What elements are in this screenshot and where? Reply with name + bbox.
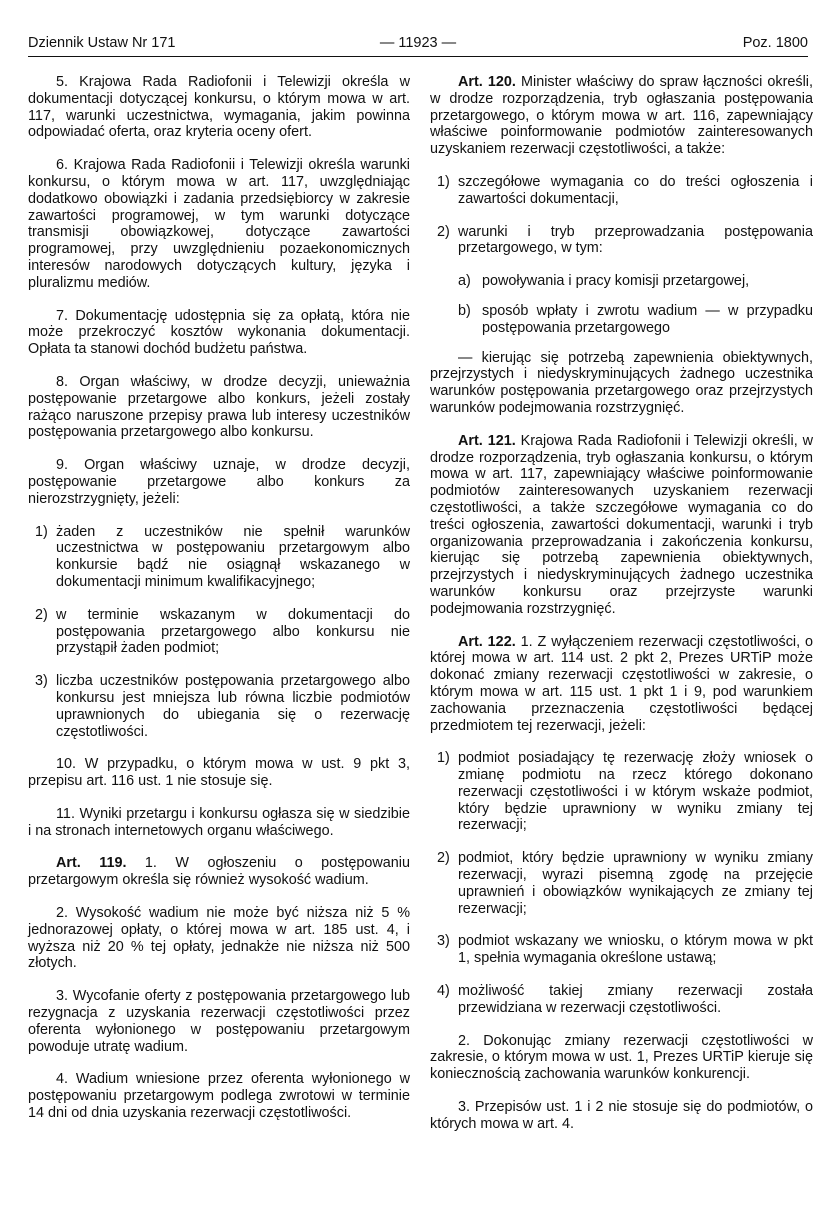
article-121-text: Krajowa Rada Radiofonii i Telewizji określi, w drodze rozporządzenia, tryb ogłaszania konkursu, o którym mowa w art. 117, zapewniający właściwe poinformowanie podmiotów zainteresowanych uzyskaniem rezerwacji częstotliwości, a także szczegółowe wymagania co do treści ogłoszenia, zawartości dokumentacji, warunki i tryb organizowania przeprowadzania i zakończenia konkursu, kierując się potrzebą zapewnienia obiektywnych, przejrzystych i niedyskryminujących żadnego uczestnika warunków konkursu oraz przejrzyste warunki podejmowania rozstrzygnięć. <box>430 432 813 617</box>
article-120-closing: — kierując się potrzebą zapewnienia obiektywnych, przejrzystych i niedyskryminujących żadnego uczestnika warunków postępowania przetargowego oraz przejrzystych warunków podejmowania rozstrzygnięć. <box>430 349 813 416</box>
article-121-label: Art. 121. <box>458 432 516 449</box>
list-item-number: 4) <box>437 983 450 1000</box>
article-122 <box>430 634 813 735</box>
article-121 <box>430 433 813 618</box>
sub-list-item <box>430 273 813 290</box>
list-item-text: możliwość takiej zmiany rezerwacji została przewidziana w rezerwacji częstotliwości. <box>458 983 813 1016</box>
list-item-text: w terminie wskazanym w dokumentacji do postępowania przetargowego albo konkursu nie przystąpił żaden podmiot; <box>56 606 410 657</box>
list-item-text: podmiot posiadający tę rezerwację złoży wniosek o zmianę podmiotu na rzecz którego dokonano rezerwacji częstotliwości i w którym wskaże podmiot, który będzie uprawniony w wyniku zmiany tej rezerwacji; <box>458 750 813 834</box>
paragraph-9: 9. Organ właściwy uznaje, w drodze decyzji, postępowanie przetargowe albo konkurs za nierozstrzygnięty, jeżeli: <box>28 457 410 507</box>
list-item-text: warunki i tryb przeprowadzania postępowania przetargowego, w tym: <box>458 223 813 257</box>
list-item <box>430 224 813 258</box>
paragraph-10: 10. W przypadku, o którym mowa w ust. 9 pkt 3, przepisu art. 116 ust. 1 nie stosuje się. <box>28 756 410 790</box>
list-item-text: liczba uczestników postępowania przetargowego albo konkursu jest mniejsza lub równa liczbie podmiotów uprawnionych do ubiegania się o rezerwację częstotliwości. <box>56 673 410 740</box>
article-120-label: Art. 120. <box>458 74 516 90</box>
list-item-number: 1) <box>437 750 450 767</box>
list-item-text: podmiot, który będzie uprawniony w wyniku zmiany rezerwacji, wyrazi pisemną zgodę na przejęcie uprawnień i obowiązków wynikających ze zmiany tej rezerwacji; <box>458 850 813 917</box>
list-item-number: 2) <box>437 223 450 240</box>
article-122-text: 1. Z wyłączeniem rezerwacji częstotliwości, o której mowa w art. 114 ust. 2 pkt 2, Prezes URTiP może dokonać zmiany rezerwacji częstotliwości w zakresie, o którym mowa w art. 115 ust. 1 pkt 1 i 9, pod warunkiem zachowania przeznaczenia częstotliwości będącej przedmiotem tej rezerwacji, jeżeli: <box>430 633 813 734</box>
list-item-number: 2) <box>437 850 450 867</box>
position-number: Poz. 1800 <box>742 35 808 51</box>
sub-list-item-text: powoływania i pracy komisji przetargowej, <box>482 273 750 290</box>
article-119-paragraph-3: 3. Wycofanie oferty z postępowania przetargowego lub rezygnacja z uzyskania rezerwacji częstotliwości przez oferenta wyłonionego w postępowaniu przetargowym powoduje utratę wadium. <box>28 988 410 1055</box>
page-header <box>28 34 808 58</box>
list-item <box>430 174 813 208</box>
list-item <box>28 607 410 657</box>
list-item-number: 1) <box>437 173 450 190</box>
article-119-paragraph-4: 4. Wadium wniesione przez oferenta wyłonionego w postępowaniu przetargowym podlega zwrotowi w terminie 14 dni od dnia uzyskania rezerwacji częstotliwości. <box>28 1071 410 1122</box>
list-item-number: 2) <box>35 606 48 623</box>
journal-title: Dziennik Ustaw Nr 171 <box>28 35 176 51</box>
article-119 <box>28 855 410 889</box>
article-119-text: 1. W ogłoszeniu o postępowaniu przetargowym określa się również wysokość wadium. <box>28 855 410 889</box>
list-item <box>430 850 813 917</box>
list-item-number: 3) <box>35 673 48 690</box>
paragraph-8: 8. Organ właściwy, w drodze decyzji, unieważnia postępowanie przetargowe albo konkurs, jeżeli zostały rażąco naruszone przepisy prawa lub interesy uczestników postępowania przetargowego albo konkursu. <box>28 373 410 441</box>
sub-list-item-letter: b) <box>458 302 471 319</box>
list-item <box>430 983 813 1017</box>
list-item <box>430 750 813 834</box>
article-122-label: Art. 122. <box>458 633 516 650</box>
list-item <box>28 673 410 740</box>
left-column <box>28 74 410 1138</box>
article-120 <box>430 74 813 158</box>
list-item-number: 1) <box>35 523 48 540</box>
sub-list-item-text: sposób wpłaty i zwrotu wadium — w przypadku postępowania przetargowego <box>482 302 813 336</box>
sub-list-item <box>430 303 813 337</box>
list-item-text: podmiot wskazany we wniosku, o którym mowa w pkt 1, spełnia wymagania określone ustawą; <box>458 933 813 967</box>
list-item <box>28 524 410 591</box>
page-number: — 11923 — <box>379 35 457 51</box>
sub-list-item-letter: a) <box>458 273 471 290</box>
article-122-paragraph-2: 2. Dokonując zmiany rezerwacji częstotliwości w zakresie, o którym mowa w ust. 1, Prezes URTiP kieruje się koniecznością zachowania warunków konkurencji. <box>430 1032 813 1083</box>
paragraph-7: 7. Dokumentację udostępnia się za opłatą, która nie może przekroczyć kosztów wykonania dokumentacji. Opłata ta stanowi dochód budżetu państwa. <box>28 307 410 358</box>
header-divider <box>28 56 808 57</box>
article-119-paragraph-2: 2. Wysokość wadium nie może być niższa niż 5 % jednorazowej opłaty, o której mowa w art. 185 ust. 4, i wyższa niż 20 % tej opłaty, jednakże nie niższa niż 500 złotych. <box>28 905 410 972</box>
list-item-text: żaden z uczestników nie spełnił warunków uczestnictwa w postępowaniu przetargowym albo konkursie bądź nie osiągnął wskazanego w dokumentacji minimum kwalifikacyjnego; <box>56 523 410 590</box>
paragraph-11: 11. Wyniki przetargu i konkursu ogłasza się w siedzibie i na stronach internetowych organu właściwego. <box>28 805 410 839</box>
list-item-text: szczegółowe wymagania co do treści ogłoszenia i zawartości dokumentacji, <box>458 173 813 207</box>
list-item <box>430 933 813 967</box>
paragraph-6: 6. Krajowa Rada Radiofonii i Telewizji określa warunki konkursu, o którym mowa w art. 117, uwzględniając dodatkowo obowiązki i zadania przedsiębiorcy w zakresie zawartości programowej, w tym warunki dotyczące transmisji obowiązkowej, dotyczące zawartości programowej, przy uwzględnieniu pozaekonomicznych interesów narodowych dotyczących kultury, języka i pluralizmu mediów. <box>28 157 410 291</box>
right-column <box>430 74 813 1149</box>
list-item-number: 3) <box>437 933 450 950</box>
paragraph-5: 5. Krajowa Rada Radiofonii i Telewizji określa w dokumentacji dotyczącej konkursu, o którym mowa w art. 117, warunki uczestnictwa, wymagania, jakim powinna odpowiadać oferta, oraz kryteria oceny ofert. <box>28 74 410 141</box>
article-122-paragraph-3: 3. Przepisów ust. 1 i 2 nie stosuje się do podmiotów, o których mowa w art. 4. <box>430 1099 813 1132</box>
article-120-text: Minister właściwy do spraw łączności określi, w drodze rozporządzenia, tryb ogłaszania postępowania przetargowego, o którym mowa w art. 116, zapewniający właściwe poinformowanie podmiotów zainteresowanych uzyskaniem rezerwacji częstotliwości, a także: <box>430 74 813 158</box>
article-119-label: Art. 119. <box>56 855 127 872</box>
